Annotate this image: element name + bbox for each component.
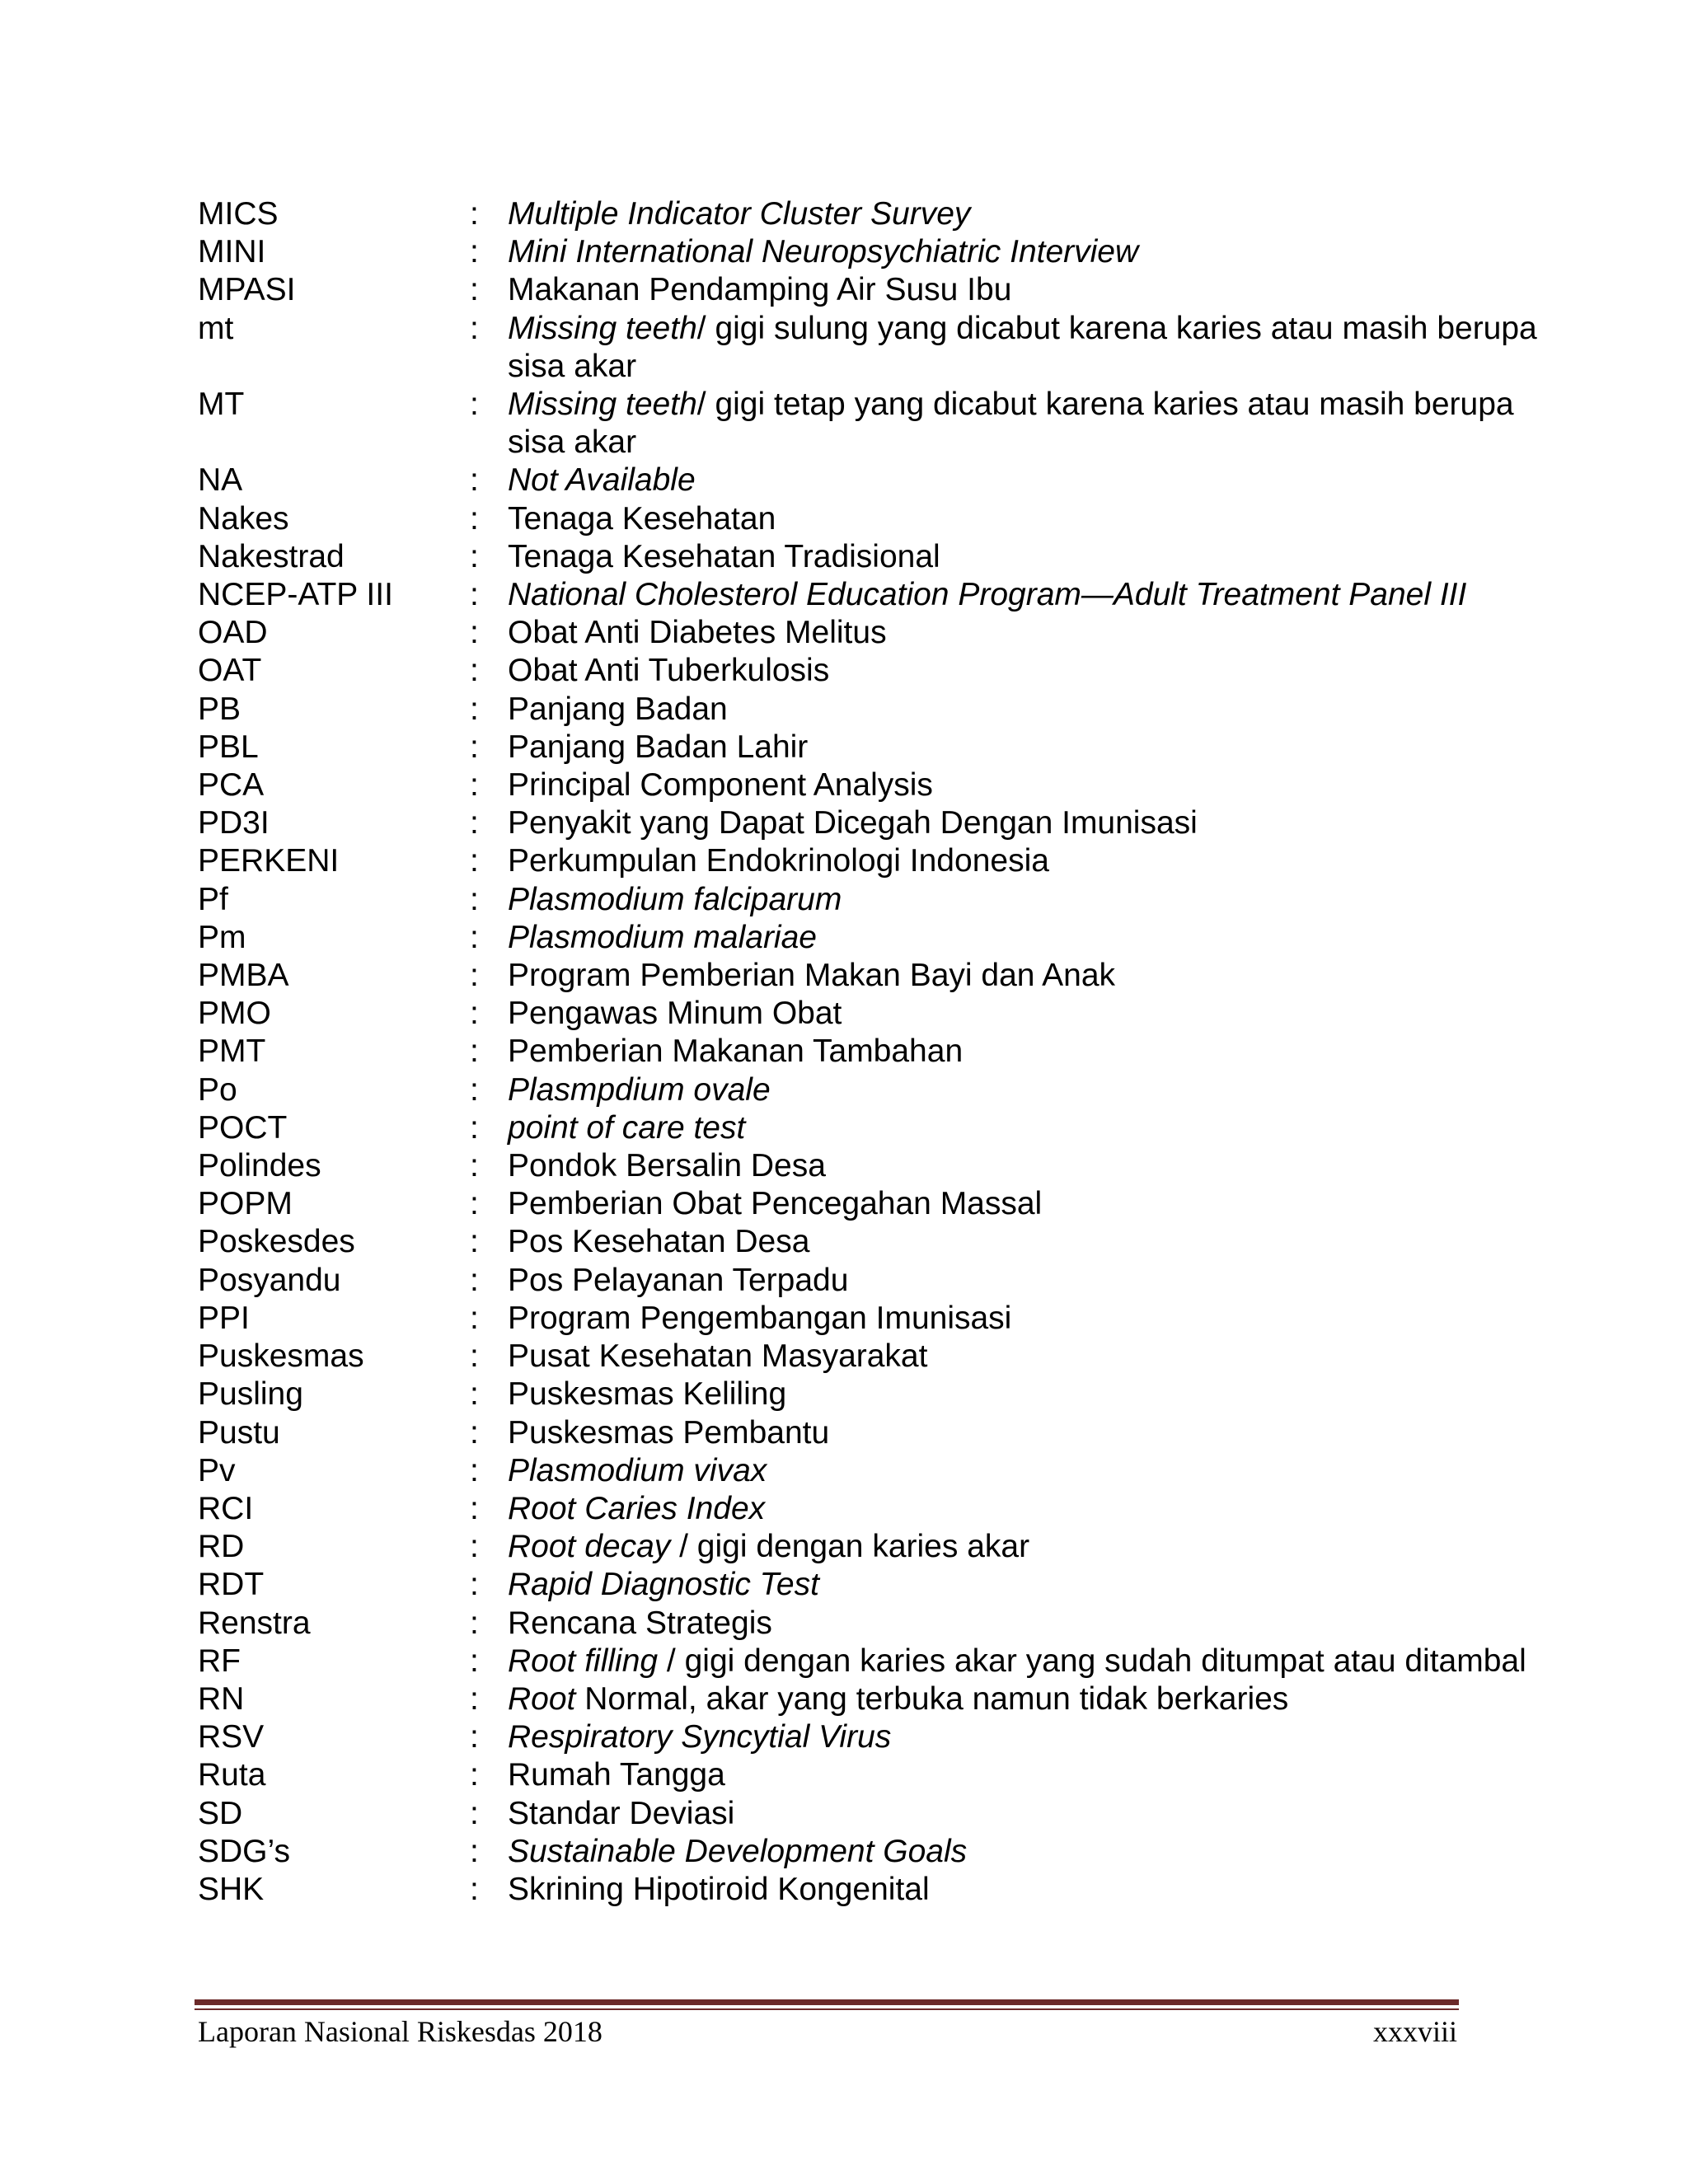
definition [508,1338,1566,1376]
separator: : [470,1376,479,1413]
abbreviation: Renstra [198,1605,311,1641]
definition [508,233,1566,271]
definition-italic-text: Plasmodium malariae [508,919,817,955]
glossary-entry [198,1376,1566,1413]
definition-italic-text: Rapid Diagnostic Test [508,1567,819,1603]
definition-text: Makanan Pendamping Air Susu Ibu [508,272,1012,308]
separator: : [470,1224,479,1260]
definition [508,729,1566,766]
separator: : [470,729,479,765]
glossary-entry [198,614,1566,652]
separator: : [470,196,479,232]
glossary-entry [198,1871,1566,1909]
definition [508,652,1566,690]
glossary-entry [198,1718,1566,1756]
abbreviation: SHK [198,1871,265,1907]
definition [508,766,1566,804]
abbreviation: MT [198,387,245,423]
definition-text: / gigi dengan karies akar yang sudah ditumpat atau ditambal [658,1643,1526,1679]
definition [508,1795,1566,1833]
abbreviation: PERKENI [198,843,340,879]
definition-text: Panjang Badan [508,691,728,727]
abbreviation: PMT [198,1033,266,1070]
definition-text: Program Pengembangan Imunisasi [508,1300,1012,1336]
separator: : [470,615,479,651]
abbreviation: MPASI [198,272,296,308]
definition-text: / gigi sulung yang dicabut karena karies atau masih berupa sisa akar [508,310,1537,384]
abbreviation: NCEP-ATP III [198,577,393,613]
glossary-entry [198,842,1566,880]
separator: : [470,1643,479,1679]
separator: : [470,1680,479,1717]
abbreviation: PD3I [198,805,270,841]
abbreviation: OAT [198,653,262,689]
abbreviation-list [198,195,1566,1909]
separator: : [470,1414,479,1451]
separator: : [470,1871,479,1907]
definition [508,1833,1566,1871]
definition-italic-text: Plasmodium falciparum [508,881,842,917]
definition-italic-text: Missing teeth [508,310,697,346]
separator: : [470,1490,479,1526]
definition-italic-text: Root [508,1680,576,1717]
definition [508,1605,1566,1643]
definition-italic-text: Root filling [508,1643,659,1679]
definition-italic-text: Root Caries Index [508,1490,766,1526]
definition-text: Pos Pelayanan Terpadu [508,1262,849,1298]
definition [508,1376,1566,1413]
definition-italic-text: National Cholesterol Education Program—Adult Treatment Panel III [508,577,1467,613]
definition-text: Perkumpulan Endokrinologi Indonesia [508,843,1049,879]
definition-text: Program Pemberian Makan Bayi dan Anak [508,958,1116,994]
separator: : [470,767,479,804]
definition [508,1147,1566,1185]
definition [508,1262,1566,1300]
definition [508,1871,1566,1909]
definition-italic-text: Not Available [508,462,696,499]
definition [508,195,1566,233]
abbreviation: RSV [198,1719,265,1755]
abbreviation: Pf [198,881,228,917]
definition-italic-text: Missing teeth [508,387,697,423]
separator: : [470,1109,479,1146]
glossary-entry [198,881,1566,919]
glossary-entry [198,1566,1566,1604]
separator: : [470,462,479,499]
glossary-entry [198,1643,1566,1680]
glossary-entry [198,1528,1566,1566]
glossary-entry [198,1833,1566,1871]
definition-text: Pemberian Makanan Tambahan [508,1033,964,1070]
abbreviation: POCT [198,1109,288,1146]
separator: : [470,958,479,994]
separator: : [470,1833,479,1869]
abbreviation: Po [198,1071,237,1108]
glossary-entry [198,386,1566,462]
separator: : [470,691,479,727]
glossary-entry [198,995,1566,1033]
definition [508,310,1566,386]
separator: : [470,1567,479,1603]
abbreviation: Ruta [198,1757,266,1793]
separator: : [470,310,479,346]
glossary-entry [198,1223,1566,1261]
abbreviation: OAD [198,615,268,651]
separator: : [470,577,479,613]
footer-rule [195,1999,1459,2005]
glossary-entry [198,233,1566,271]
definition [508,538,1566,576]
abbreviation: NA [198,462,243,499]
separator: : [470,1033,479,1070]
abbreviation: Poskesdes [198,1224,355,1260]
abbreviation: Pustu [198,1414,280,1451]
definition-text: Rencana Strategis [508,1605,772,1641]
page-number: xxxviii [1372,2015,1457,2048]
separator: : [470,1262,479,1298]
glossary-entry [198,804,1566,842]
definition-text: Obat Anti Diabetes Melitus [508,615,887,651]
definition [508,462,1566,499]
definition-text: Panjang Badan Lahir [508,729,809,765]
definition-italic-text: Plasmodium vivax [508,1452,767,1488]
definition [508,1756,1566,1794]
separator: : [470,919,479,955]
glossary-entry [198,1262,1566,1300]
glossary-entry [198,1414,1566,1452]
separator: : [470,1300,479,1336]
separator: : [470,805,479,841]
separator: : [470,1148,479,1184]
abbreviation: PBL [198,729,259,765]
glossary-entry [198,1185,1566,1223]
definition-text: Pondok Bersalin Desa [508,1148,826,1184]
abbreviation: SD [198,1795,243,1831]
separator: : [470,1452,479,1488]
separator: : [470,881,479,917]
abbreviation: RCI [198,1490,254,1526]
abbreviation: mt [198,310,234,346]
abbreviation: Nakes [198,500,289,537]
definition-text: / gigi tetap yang dicabut karena karies atau masih berupa sisa akar [508,387,1514,461]
glossary-entry [198,1680,1566,1718]
abbreviation: PCA [198,767,265,804]
glossary-entry [198,1300,1566,1338]
definition [508,1223,1566,1261]
separator: : [470,538,479,574]
glossary-entry [198,652,1566,690]
separator: : [470,1719,479,1755]
definition [508,1414,1566,1452]
definition-italic-text: Plasmpdium ovale [508,1071,771,1108]
glossary-entry [198,500,1566,538]
definition [508,1185,1566,1223]
definition [508,271,1566,309]
abbreviation: MICS [198,196,279,232]
definition [508,1109,1566,1147]
glossary-entry [198,462,1566,499]
glossary-entry [198,310,1566,386]
definition [508,1033,1566,1071]
glossary-entry [198,691,1566,729]
definition-text: Pemberian Obat Pencegahan Massal [508,1186,1043,1222]
definition-text: Skrining Hipotiroid Kongenital [508,1871,930,1907]
abbreviation: PPI [198,1300,250,1336]
abbreviation: POPM [198,1186,293,1222]
glossary-entry [198,1071,1566,1109]
separator: : [470,500,479,537]
abbreviation: Pusling [198,1376,303,1413]
definition-text: Puskesmas Pembantu [508,1414,830,1451]
separator: : [470,387,479,423]
abbreviation: PB [198,691,241,727]
definition [508,576,1566,614]
abbreviation: RDT [198,1567,265,1603]
abbreviation: Posyandu [198,1262,341,1298]
glossary-entry [198,1109,1566,1147]
separator: : [470,1338,479,1375]
abbreviation: Puskesmas [198,1338,364,1375]
definition-text: Pusat Kesehatan Masyarakat [508,1338,928,1375]
definition-text: Pos Kesehatan Desa [508,1224,810,1260]
definition [508,919,1566,957]
definition [508,1718,1566,1756]
definition [508,1452,1566,1490]
footer-report-title: Laporan Nasional Riskesdas 2018 [198,2015,603,2048]
glossary-entry [198,1147,1566,1185]
glossary-entry [198,957,1566,995]
separator: : [470,272,479,308]
definition-italic-text: Root decay [508,1529,671,1565]
definition [508,500,1566,538]
definition [508,995,1566,1033]
glossary-entry [198,919,1566,957]
definition [508,1680,1566,1718]
separator: : [470,1071,479,1108]
glossary-entry [198,1756,1566,1794]
definition-italic-text: Multiple Indicator Cluster Survey [508,196,971,232]
glossary-entry [198,729,1566,766]
definition [508,1490,1566,1528]
separator: : [470,1605,479,1641]
separator: : [470,1795,479,1831]
definition [508,1643,1566,1680]
glossary-entry [198,1605,1566,1643]
definition [508,691,1566,729]
abbreviation: MINI [198,234,266,270]
definition-text: Rumah Tangga [508,1757,725,1793]
abbreviation: RF [198,1643,241,1679]
definition [508,1528,1566,1566]
footer-rule-thin [195,2008,1459,2010]
definition-text: Normal, akar yang terbuka namun tidak berkaries [575,1680,1289,1717]
definition [508,1566,1566,1604]
definition [508,957,1566,995]
definition-text: Obat Anti Tuberkulosis [508,653,830,689]
definition-text: Standar Deviasi [508,1795,735,1831]
glossary-entry [198,195,1566,233]
definition [508,1300,1566,1338]
glossary-entry [198,1033,1566,1071]
definition-italic-text: Respiratory Syncytial Virus [508,1719,892,1755]
abbreviation: Pm [198,919,246,955]
definition [508,386,1566,462]
separator: : [470,1529,479,1565]
definition-text: / gigi dengan karies akar [670,1529,1030,1565]
definition-italic-text: Mini International Neuropsychiatric Interview [508,234,1139,270]
glossary-entry [198,538,1566,576]
abbreviation: Nakestrad [198,538,345,574]
glossary-entry [198,1490,1566,1528]
glossary-entry [198,1795,1566,1833]
separator: : [470,653,479,689]
separator: : [470,1757,479,1793]
separator: : [470,996,479,1032]
glossary-entry [198,1452,1566,1490]
glossary-entry [198,271,1566,309]
abbreviation: PMO [198,996,271,1032]
definition-italic-text: point of care test [508,1109,746,1146]
definition [508,1071,1566,1109]
separator: : [470,843,479,879]
abbreviation: Pv [198,1452,236,1488]
definition [508,804,1566,842]
glossary-entry [198,576,1566,614]
definition-italic-text: Sustainable Development Goals [508,1833,968,1869]
abbreviation: RD [198,1529,245,1565]
definition-text: Pengawas Minum Obat [508,996,842,1032]
glossary-entry [198,1338,1566,1376]
definition-text: Tenaga Kesehatan Tradisional [508,538,940,574]
glossary-entry [198,766,1566,804]
separator: : [470,234,479,270]
definition-text: Penyakit yang Dapat Dicegah Dengan Imunisasi [508,805,1198,841]
abbreviation: PMBA [198,958,289,994]
definition [508,842,1566,880]
definition-text: Tenaga Kesehatan [508,500,776,537]
definition [508,614,1566,652]
definition [508,881,1566,919]
definition-text: Puskesmas Keliling [508,1376,787,1413]
definition-text: Principal Component Analysis [508,767,933,804]
abbreviation: SDG’s [198,1833,290,1869]
abbreviation: RN [198,1680,245,1717]
separator: : [470,1186,479,1222]
abbreviation: Polindes [198,1148,321,1184]
